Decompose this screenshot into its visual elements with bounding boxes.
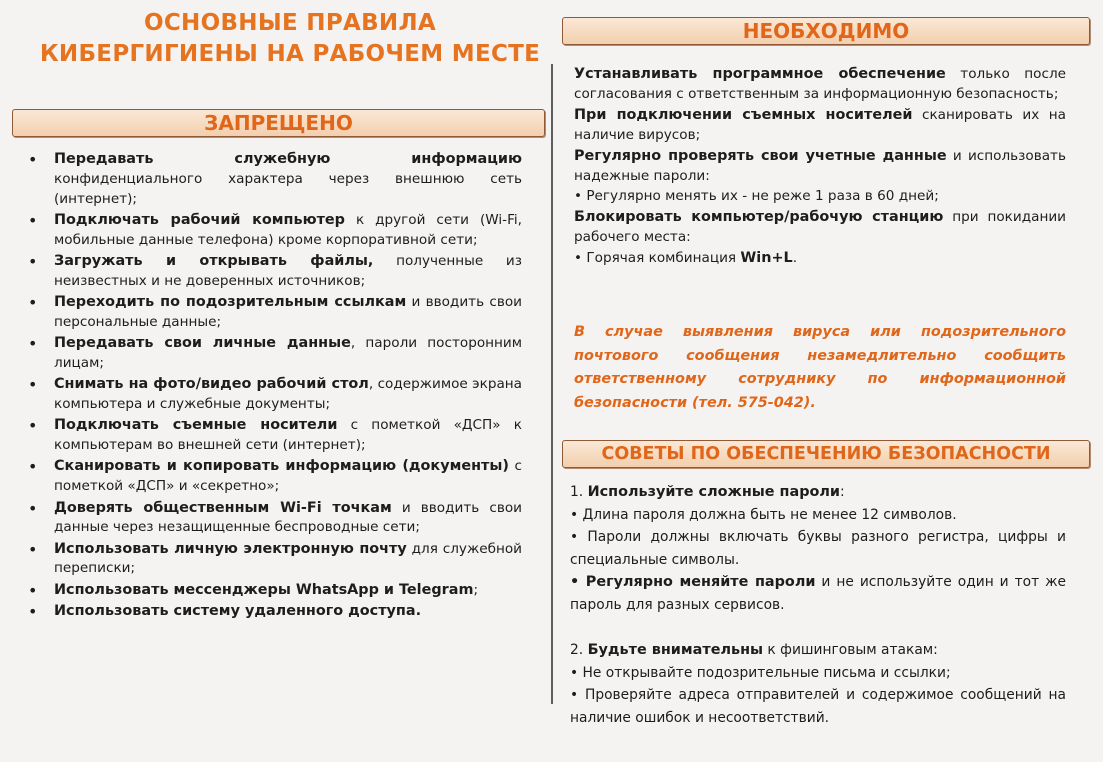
forbidden-item: [28, 375, 522, 415]
bullet-icon: •: [28, 375, 38, 395]
tip-title-bold: Будьте внимательны: [587, 642, 764, 659]
tip-number: 2.: [570, 642, 588, 659]
forbidden-item-bold: Подключать съемные носители: [54, 417, 338, 434]
required-text: и использовать надежные пароли:: [574, 147, 1066, 185]
forbidden-item-bold: Переходить по подозрительным ссылкам: [54, 294, 407, 311]
forbidden-item: [28, 457, 522, 497]
forbidden-item-bold: Снимать на фото/видео рабочий стол: [54, 376, 369, 393]
tip-number: 1.: [570, 484, 588, 500]
hotkey-prefix: • Горячая комбинация: [574, 249, 741, 266]
hotkey-combo: Win+L: [740, 249, 793, 266]
forbidden-item-text: для служебной переписки;: [54, 540, 522, 577]
bullet-icon: •: [28, 498, 38, 518]
required-paragraph: [574, 207, 1066, 248]
forbidden-item-bold: Использовать личную электронную почту: [54, 540, 407, 557]
bullet-icon: •: [28, 210, 38, 230]
tip-title-rest: :: [840, 484, 845, 500]
column-divider: [551, 64, 553, 704]
bullet-icon: •: [28, 602, 38, 622]
required-block: [574, 64, 1066, 268]
tip-bullet-bold: • Регулярно меняйте пароли: [570, 574, 816, 591]
bullet-icon: •: [28, 539, 38, 559]
forbidden-item-bold: Загружать и открывать файлы,: [54, 252, 374, 269]
forbidden-item-text: к другой сети (Wi-Fi, мобильные данные телефона) кроме корпоративной сети;: [54, 211, 522, 248]
hotkey-suffix: .: [792, 249, 798, 266]
forbidden-item-bold: Передавать служебную информацию: [54, 151, 522, 167]
bullet-icon: •: [28, 251, 38, 271]
required-sub-bullet: [574, 248, 1066, 268]
main-title: [30, 8, 550, 70]
required-heading: НЕОБХОДИМО: [562, 17, 1090, 45]
required-paragraph: [574, 105, 1066, 146]
tips-heading: СОВЕТЫ ПО ОБЕСПЕЧЕНИЮ БЕЗОПАСНОСТИ: [562, 440, 1090, 468]
forbidden-list: [28, 150, 522, 623]
forbidden-item: [28, 499, 522, 539]
tip-bullet-text: и не используйте один и тот же пароль для разных сервисов.: [570, 574, 1067, 613]
tip-title-bold: Используйте сложные пароли: [587, 484, 841, 500]
tip-section-title: [570, 639, 1066, 662]
forbidden-heading: ЗАПРЕЩЕНО: [12, 109, 545, 137]
tip-section-title: [570, 481, 1066, 504]
required-bold: Блокировать компьютер/рабочую станцию: [574, 208, 944, 225]
forbidden-item-bold: Доверять общественным Wi-Fi точкам: [54, 499, 392, 516]
forbidden-item-text: , пароли посторонним лицам;: [54, 335, 523, 371]
main-title-line-1: ОСНОВНЫЕ ПРАВИЛА: [144, 10, 436, 36]
tip-bullet: • Проверяйте адреса отправителей и содержимое сообщений на наличие ошибок и несоответствий.: [570, 687, 1066, 726]
forbidden-item: [28, 334, 522, 374]
forbidden-item: [28, 150, 522, 209]
forbidden-item-text: ;: [473, 581, 479, 598]
forbidden-item-text: с пометкой «ДСП» к компьютерам во внешней сети (интернет);: [54, 417, 522, 454]
forbidden-item: [28, 293, 522, 333]
forbidden-item-text: и вводить свои данные через незащищенные беспроводные сети;: [54, 499, 522, 536]
tip-bullet: [570, 571, 1066, 616]
bullet-icon: •: [28, 293, 38, 313]
required-paragraph: [574, 64, 1066, 105]
forbidden-item: [28, 602, 522, 622]
bullet-icon: •: [28, 334, 38, 354]
main-title-line-2: КИБЕРГИГИЕНЫ НА РАБОЧЕМ МЕСТЕ: [39, 41, 541, 67]
tip-spacer: [570, 617, 1066, 640]
forbidden-item-text: с пометкой «ДСП» и «секретно»;: [54, 458, 523, 495]
forbidden-item-bold: Использовать систему удаленного доступа.: [54, 603, 422, 620]
forbidden-item-bold: Использовать мессенджеры WhatsApp и Telegram: [54, 581, 474, 598]
forbidden-item-bold: Сканировать и копировать информацию (документы): [54, 458, 509, 475]
tips-block: [570, 481, 1066, 730]
forbidden-item-bold: Передавать свои личные данные: [54, 335, 351, 352]
required-bold: При подключении съемных носителей: [574, 106, 913, 123]
bullet-icon: •: [28, 150, 38, 169]
required-bold: Устанавливать программное обеспечение: [574, 66, 946, 82]
tip-bullet: • Пароли должны включать буквы разного регистра, цифры и специальные символы.: [570, 529, 1066, 568]
forbidden-item: [28, 581, 522, 601]
required-paragraph: [574, 146, 1066, 187]
forbidden-item: [28, 416, 522, 456]
required-sub-bullet: • Регулярно менять их - не реже 1 раза в 60 дней;: [574, 188, 939, 205]
bullet-icon: •: [28, 416, 38, 436]
forbidden-item: [28, 211, 522, 251]
required-bold: Регулярно проверять свои учетные данные: [574, 147, 947, 164]
bullet-icon: •: [28, 457, 38, 477]
tip-title-rest: к фишинговым атакам:: [763, 642, 938, 659]
forbidden-item-text: конфиденциального характера через внешнюю сеть (интернет);: [54, 170, 522, 207]
forbidden-item: [28, 540, 522, 580]
tip-bullet: • Длина пароля должна быть не менее 12 символов.: [570, 506, 957, 523]
required-text: при покидании рабочего места:: [574, 208, 1066, 246]
bullet-icon: •: [28, 580, 38, 600]
forbidden-item-text: полученные из неизвестных и не доверенных источников;: [54, 252, 522, 289]
forbidden-item-text: , содержимое экрана компьютера и служебные документы;: [54, 376, 522, 413]
forbidden-item: [28, 252, 522, 292]
tip-bullet: • Не открывайте подозрительные письма и ссылки;: [570, 664, 951, 681]
required-text: только после согласования с ответственным за информационную безопасность;: [574, 66, 1066, 103]
required-text: сканировать их на наличие вирусов;: [574, 106, 1066, 144]
forbidden-item-text: и вводить свои персональные данные;: [54, 294, 522, 330]
virus-warning: В случае выявления вируса или подозрительного почтового сообщения незамедлительно сообщить ответственному сотруднику по информационной безопасности (тел. 575-042).: [574, 324, 1066, 411]
forbidden-item-bold: Подключать рабочий компьютер: [54, 211, 345, 228]
